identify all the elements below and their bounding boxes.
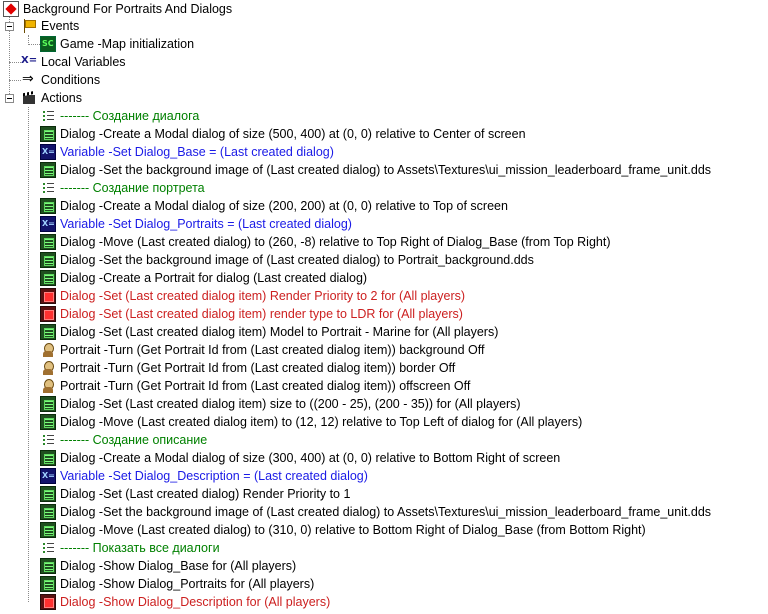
tree-row-action[interactable]	[40, 593, 330, 611]
dialog-action-icon	[40, 324, 56, 340]
row-label: ------- Создание диалога	[60, 109, 200, 123]
trigger-icon	[3, 1, 19, 17]
dialog-action-icon	[40, 126, 56, 142]
row-label: ------- Создание описание	[60, 433, 208, 447]
tree-row-action[interactable]	[40, 269, 367, 287]
variable-set-icon	[40, 468, 56, 484]
tree-guide-line	[28, 107, 29, 602]
tree-row-action[interactable]	[40, 575, 314, 593]
row-label: Dialog -Create a Modal dialog of size (500, 400) at (0, 0) relative to Center of screen	[60, 127, 526, 141]
tree-row-action[interactable]	[40, 305, 463, 323]
row-label: Dialog -Set (Last created dialog) Render Priority to 1	[60, 487, 351, 501]
comment-icon	[40, 108, 56, 124]
row-label: Portrait -Turn (Get Portrait Id from (Last created dialog item)) border Off	[60, 361, 456, 375]
tree-guide-line	[9, 62, 21, 63]
dialog-action-icon	[40, 234, 56, 250]
row-label: Dialog -Move (Last created dialog) to (310, 0) relative to Bottom Right of Dialog_Base (from Bottom Right)	[60, 523, 646, 537]
dialog-action-icon	[40, 396, 56, 412]
tree-row-comment[interactable]	[40, 179, 205, 197]
tree-row-action[interactable]	[40, 395, 521, 413]
tree-row-action[interactable]	[40, 251, 534, 269]
tree-row-event[interactable]	[40, 35, 194, 53]
dialog-action-icon	[40, 558, 56, 574]
row-label: Dialog -Set (Last created dialog item) render type to LDR for (All players)	[60, 307, 463, 321]
row-label: Dialog -Create a Portrait for dialog (Last created dialog)	[60, 271, 368, 285]
tree-row-events[interactable]	[21, 17, 79, 35]
tree-row-action[interactable]	[40, 215, 352, 233]
tree-row-action[interactable]	[40, 341, 484, 359]
comment-icon	[40, 432, 56, 448]
sc-event-icon	[40, 36, 56, 52]
comment-icon	[40, 180, 56, 196]
tree-row-action[interactable]	[40, 233, 611, 251]
dialog-action-error-icon	[40, 306, 56, 322]
portrait-icon	[40, 360, 56, 376]
row-label: Dialog -Set (Last created dialog item) size to ((200 - 25), (200 - 35)) for (All players)	[60, 397, 521, 411]
dialog-action-icon	[40, 252, 56, 268]
tree-row-local-variables[interactable]	[21, 53, 126, 71]
dialog-action-icon	[40, 414, 56, 430]
row-label: Portrait -Turn (Get Portrait Id from (Last created dialog item)) offscreen Off	[60, 379, 471, 393]
tree-row-action[interactable]	[40, 197, 508, 215]
row-label: Dialog -Set the background image of (Last created dialog) to Assets\Textures\ui_mission_leaderboard_frame_unit.dds	[60, 505, 712, 519]
portrait-icon	[40, 342, 56, 358]
row-label: Dialog -Show Dialog_Base for (All players)	[60, 559, 297, 573]
row-label: Dialog -Show Dialog_Portraits for (All players)	[60, 577, 315, 591]
tree-row-action[interactable]	[40, 503, 711, 521]
row-label: Dialog -Set the background image of (Last created dialog) to Assets\Textures\ui_mission_leaderboard_frame_unit.dds	[60, 163, 712, 177]
comment-icon	[40, 540, 56, 556]
collapse-toggle-events[interactable]	[5, 22, 14, 31]
tree-row-action[interactable]	[40, 449, 560, 467]
tree-row-comment[interactable]	[40, 431, 207, 449]
row-label: Local Variables	[41, 55, 126, 69]
dialog-action-icon	[40, 486, 56, 502]
tree-row-comment[interactable]	[40, 107, 199, 125]
row-label: Dialog -Set the background image of (Last created dialog) to Portrait_background.dds	[60, 253, 534, 267]
row-label: Portrait -Turn (Get Portrait Id from (Last created dialog item)) background Off	[60, 343, 485, 357]
tree-row-action[interactable]	[40, 413, 582, 431]
variable-set-icon	[40, 144, 56, 160]
dialog-action-error-icon	[40, 288, 56, 304]
dialog-action-error-icon	[40, 594, 56, 610]
tree-row-comment[interactable]	[40, 539, 220, 557]
variables-icon	[21, 54, 37, 70]
portrait-icon	[40, 378, 56, 394]
tree-row-action[interactable]	[40, 467, 368, 485]
row-label: Events	[41, 19, 80, 33]
tree-row-action[interactable]	[40, 521, 646, 539]
row-label: Dialog -Move (Last created dialog item) to (12, 12) relative to Top Left of dialog for (All players)	[60, 415, 583, 429]
row-label: Dialog -Set (Last created dialog item) Model to Portrait - Marine for (All players)	[60, 325, 499, 339]
row-label: Actions	[41, 91, 82, 105]
tree-row-conditions[interactable]	[21, 71, 100, 89]
tree-row-trigger[interactable]	[3, 0, 232, 18]
tree-row-action[interactable]	[40, 161, 711, 179]
row-label: Variable -Set Dialog_Base = (Last created dialog)	[60, 145, 334, 159]
row-label: Variable -Set Dialog_Description = (Last created dialog)	[60, 469, 368, 483]
row-label: Background For Portraits And Dialogs	[23, 2, 233, 16]
row-label: Variable -Set Dialog_Portraits = (Last created dialog)	[60, 217, 352, 231]
tree-row-action[interactable]	[40, 143, 334, 161]
tree-row-action[interactable]	[40, 359, 455, 377]
tree-row-action[interactable]	[40, 125, 526, 143]
dialog-action-icon	[40, 198, 56, 214]
variable-set-icon	[40, 216, 56, 232]
tree-row-action[interactable]	[40, 377, 470, 395]
tree-row-action[interactable]	[40, 287, 465, 305]
row-label: Dialog -Move (Last created dialog) to (260, -8) relative to Top Right of Dialog_Base (from Top Right)	[60, 235, 611, 249]
tree-row-action[interactable]	[40, 323, 498, 341]
dialog-action-icon	[40, 522, 56, 538]
row-label: Dialog -Create a Modal dialog of size (200, 200) at (0, 0) relative to Top of screen	[60, 199, 508, 213]
conditions-arrow-icon	[21, 72, 37, 88]
tree-guide-line	[28, 44, 40, 45]
clapperboard-icon	[21, 90, 37, 106]
tree-row-action[interactable]	[40, 557, 296, 575]
collapse-toggle-actions[interactable]	[5, 94, 14, 103]
row-label: Game -Map initialization	[60, 37, 195, 51]
dialog-action-icon	[40, 270, 56, 286]
dialog-action-icon	[40, 162, 56, 178]
dialog-action-icon	[40, 504, 56, 520]
tree-row-action[interactable]	[40, 485, 350, 503]
row-label: ------- Показать все диалоги	[60, 541, 220, 555]
row-label: ------- Создание портрета	[60, 181, 205, 195]
row-label: Conditions	[41, 73, 101, 87]
tree-row-actions[interactable]	[21, 89, 82, 107]
tree-guide-line	[9, 80, 21, 81]
dialog-action-icon	[40, 576, 56, 592]
row-label: Dialog -Set (Last created dialog item) Render Priority to 2 for (All players)	[60, 289, 466, 303]
dialog-action-icon	[40, 450, 56, 466]
event-flag-icon	[21, 18, 37, 34]
row-label: Dialog -Show Dialog_Description for (All players)	[60, 595, 331, 609]
row-label: Dialog -Create a Modal dialog of size (300, 400) at (0, 0) relative to Bottom Right of screen	[60, 451, 561, 465]
